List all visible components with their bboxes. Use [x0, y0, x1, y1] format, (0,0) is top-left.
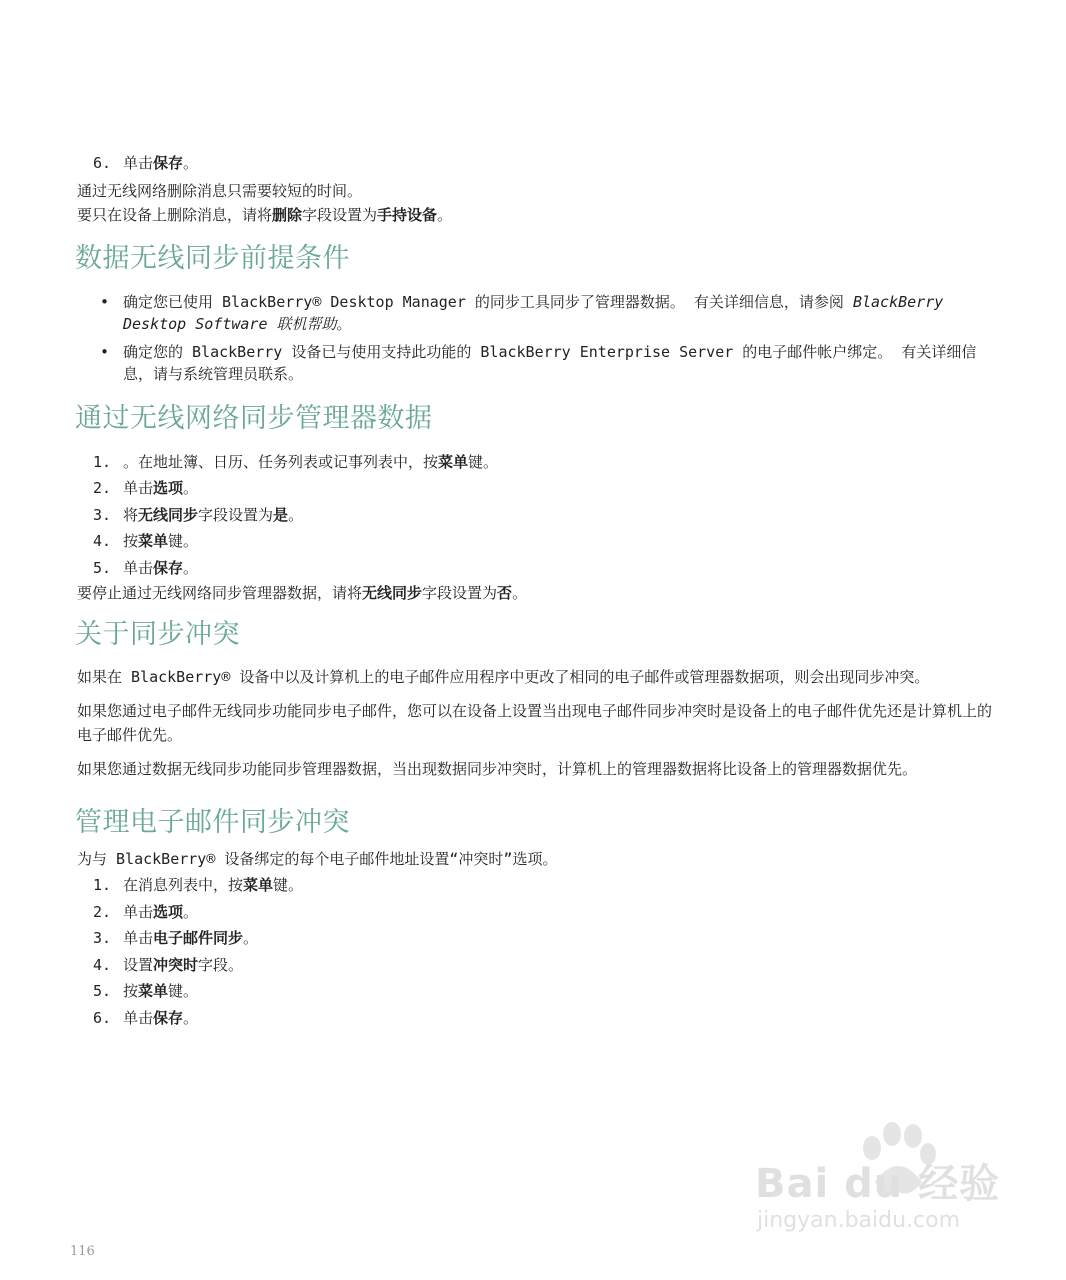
text-run: 。 [183, 558, 199, 577]
text-run: 设置 [123, 955, 154, 974]
text-run: 否 [497, 584, 513, 602]
page-content [75, 150, 1000, 1031]
text-run: 通过无线网络删除消息只需要较短的时间。 [77, 181, 363, 200]
text-run: 键。 [168, 532, 199, 550]
text-run: 确定您已使用 BlackBerry® Desktop Manager 的同步工具同步了管理器数据。 有关详细信息，请参阅 [123, 292, 853, 311]
text-run: 手持设备 [377, 205, 438, 224]
prerequisites-bullet-list [75, 291, 1000, 385]
text-run: 单击 [123, 929, 154, 947]
text-run: 菜单 [138, 532, 169, 550]
text-run: 选项 [153, 902, 184, 921]
step-number: 4. [93, 955, 112, 974]
list-item [75, 150, 1000, 177]
step-number: 6. [93, 154, 112, 172]
text-run: 将 [123, 505, 139, 524]
text-run: BlackBerry Desktop Software 联机帮助 [123, 292, 944, 333]
text-run: 要停止通过无线网络同步管理器数据，请将 [77, 584, 363, 602]
text-run: 。 [183, 902, 199, 921]
text-run: 。 [437, 205, 453, 224]
text-run: 。 [243, 929, 259, 947]
text-run: 保存 [153, 154, 184, 172]
text-run: 。在地址簿、日历、任务列表或记事列表中，按 [123, 452, 439, 471]
step-number: 1. [93, 452, 112, 471]
text-run: 要只在设备上删除消息，请将 [77, 205, 273, 224]
baidu-watermark [755, 1120, 1005, 1240]
text-run: 单击 [123, 479, 154, 497]
section-heading-sync-organizer: 通过无线网络同步管理器数据 [75, 402, 433, 434]
text-run: 选项 [153, 479, 184, 497]
step-number: 2. [93, 902, 112, 921]
text-run: 电子邮件同步 [153, 929, 244, 947]
list-item [75, 899, 1000, 926]
text-run: 按 [123, 982, 139, 1000]
list-item [75, 925, 1000, 952]
list-item [75, 978, 1000, 1005]
text-run: 键。 [168, 982, 199, 1000]
list-item [75, 449, 1000, 476]
text-run: 在消息列表中，按 [123, 876, 244, 894]
paragraph [75, 203, 1000, 227]
step-number: 3. [93, 505, 112, 524]
list-item [75, 872, 1000, 899]
text-run: 无线同步 [138, 505, 199, 524]
text-run: 菜单 [243, 876, 274, 894]
watermark-url: jingyan.baidu.com [757, 1208, 961, 1233]
sync-conflicts-paragraphs [75, 665, 1000, 781]
bullet-item [75, 291, 1000, 335]
text-run: 单击 [123, 1008, 154, 1027]
top-steps-list [75, 150, 1000, 177]
text-run: 是 [273, 505, 289, 524]
section-heading-manage-email-conflicts: 管理电子邮件同步冲突 [75, 807, 350, 838]
text-run: 按 [123, 532, 139, 550]
step-number: 4. [93, 532, 112, 550]
paragraph: 如果您通过数据无线同步功能同步管理器数据，当出现数据同步冲突时，计算机上的管理器数据将比设备上的管理器数据优先。 [77, 760, 918, 778]
paragraph [75, 581, 1000, 605]
text-run: 菜单 [438, 452, 469, 471]
text-run: 。 [288, 505, 304, 524]
manage-email-conflicts-intro: 为与 BlackBerry® 设备绑定的每个电子邮件地址设置“冲突时”选项。 [77, 850, 558, 868]
top-notes [75, 179, 1000, 227]
list-item [75, 502, 1000, 529]
text-run: 。 [336, 314, 352, 333]
bullet-item [75, 341, 1000, 385]
text-run: 字段设置为 [422, 584, 498, 602]
text-run: 删除 [272, 205, 303, 224]
text-run: 字段设置为 [302, 205, 378, 224]
text-run: 单击 [123, 154, 154, 172]
paragraph [75, 179, 1000, 203]
text-run: 冲突时 [153, 955, 199, 974]
bullet-icon: • [100, 342, 110, 361]
step-number: 3. [93, 929, 112, 947]
text-run: 保存 [153, 558, 184, 577]
step-number: 6. [93, 1008, 112, 1027]
watermark-brand: Bai du 经验 [755, 1161, 1001, 1207]
paragraph: 如果在 BlackBerry® 设备中以及计算机上的电子邮件应用程序中更改了相同的电子邮件或管理器数据项，则会出现同步冲突。 [77, 668, 930, 686]
paragraph: 如果您通过电子邮件无线同步功能同步电子邮件，您可以在设备上设置当出现电子邮件同步冲突时是设备上的电子邮件优先还是计算机上的电子邮件优先。 [77, 702, 993, 744]
step-number: 1. [93, 876, 112, 894]
list-item [75, 475, 1000, 502]
bullet-icon: • [100, 292, 110, 311]
manage-email-conflicts-steps-list [75, 872, 1000, 1031]
list-item [75, 528, 1000, 555]
text-run: 字段设置为 [198, 505, 274, 524]
page-number: 116 [70, 1244, 95, 1259]
text-run: 确定您的 BlackBerry 设备已与使用支持此功能的 BlackBerry Enterprise Server 的电子邮件帐户绑定。 有关详细信息，请与系统管理员联系。 [123, 342, 977, 383]
text-run: 字段。 [198, 955, 244, 974]
text-run: 。 [183, 479, 199, 497]
text-run: 保存 [153, 1008, 184, 1027]
sync-organizer-steps-list [75, 449, 1000, 582]
step-number: 5. [93, 982, 112, 1000]
section-heading-prerequisites: 数据无线同步前提条件 [75, 242, 350, 274]
text-run: 键。 [273, 876, 304, 894]
text-run: 单击 [123, 902, 154, 921]
section-heading-sync-conflicts: 关于同步冲突 [75, 619, 240, 650]
text-run: 无线同步 [362, 584, 423, 602]
list-item [75, 952, 1000, 979]
text-run: 单击 [123, 558, 154, 577]
text-run: 。 [512, 584, 528, 602]
list-item [75, 555, 1000, 582]
text-run: 菜单 [138, 982, 169, 1000]
text-run: 。 [183, 1008, 199, 1027]
list-item [75, 1005, 1000, 1032]
sync-organizer-note [75, 581, 1000, 605]
step-number: 5. [93, 558, 112, 577]
text-run: 键。 [468, 452, 499, 471]
step-number: 2. [93, 479, 112, 497]
text-run: 。 [183, 154, 199, 172]
